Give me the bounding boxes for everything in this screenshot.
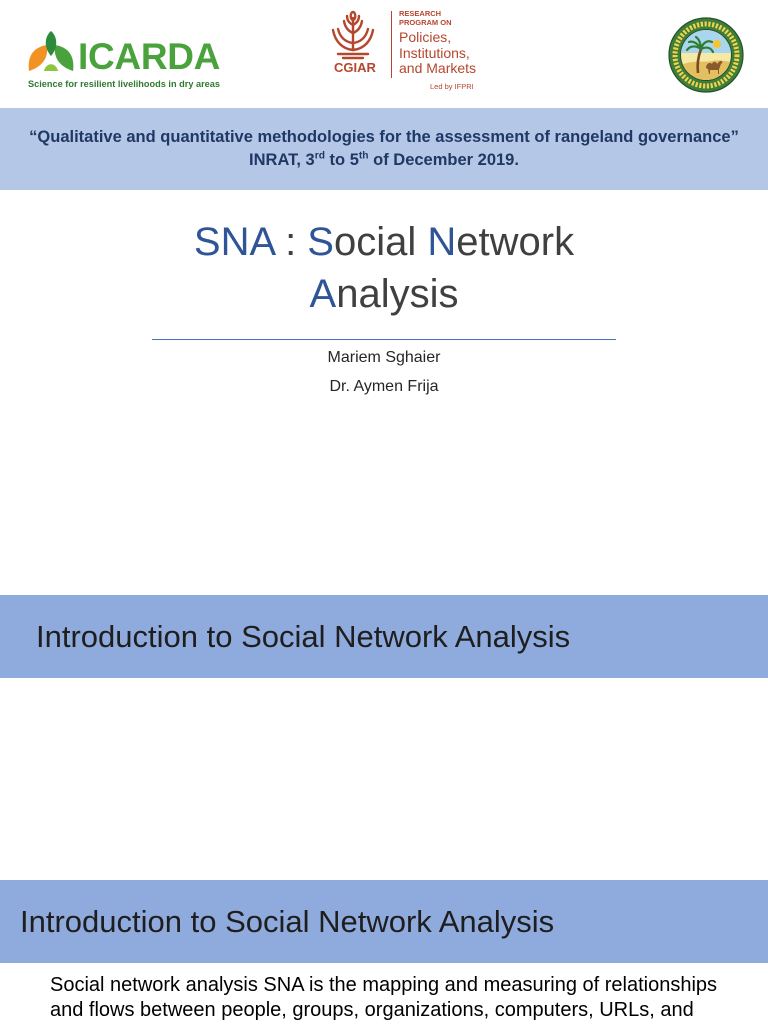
- led-by-ifpri: Led by IFPRI: [430, 82, 474, 91]
- title-line: [0, 268, 768, 320]
- title-segment: N: [427, 220, 457, 264]
- title-line: [0, 216, 768, 268]
- date-part: INRAT, 3: [249, 150, 315, 169]
- seal-sun: [713, 40, 721, 48]
- wheat-strokes: [333, 12, 373, 58]
- logo-header: [0, 0, 768, 108]
- icarda-wordmark: ICARDA: [78, 36, 221, 77]
- program-name-line: Policies,: [399, 29, 452, 45]
- sprout-leaf: [46, 31, 57, 56]
- date-part: to 5: [324, 150, 359, 169]
- title-segment: etwork: [456, 220, 575, 264]
- leaf-base: [44, 64, 58, 71]
- program-label-line: PROGRAM ON: [399, 17, 452, 27]
- date-suffix: th: [358, 150, 369, 161]
- body-line: and flows between people, groups, organizations, computers, URLs, and: [50, 999, 694, 1021]
- date-suffix: rd: [314, 150, 325, 161]
- title-segment: A: [309, 272, 337, 316]
- icarda-tagline: Science for resilient livelihoods in dry areas: [28, 79, 220, 89]
- section-heading: Introduction to Social Network Analysis: [36, 619, 571, 654]
- program-label-line: RESEARCH: [399, 9, 442, 18]
- title-segment: nalysis: [336, 272, 459, 316]
- author-name: Mariem Sghaier: [327, 348, 441, 366]
- cgiar-wordmark: CGIAR: [334, 60, 376, 75]
- workshop-date-line: [0, 149, 768, 172]
- body-line: Social network analysis SNA is the mapping and measuring of relationships: [50, 974, 718, 996]
- orange-leaf: [29, 45, 48, 71]
- program-name-line: and Markets: [399, 60, 477, 76]
- author-list: [0, 343, 768, 401]
- cgiar-wheat-icon: [330, 10, 376, 60]
- section-header-band: [0, 595, 768, 678]
- date-part: of December 2019.: [368, 150, 519, 169]
- program-name-line: Institutions,: [399, 44, 470, 61]
- title-segment: SNA: [193, 220, 274, 264]
- slide-title: [0, 216, 768, 320]
- title-divider: [152, 339, 616, 340]
- content-body: [50, 973, 717, 1023]
- author-name: Dr. Aymen Frija: [329, 377, 439, 395]
- content-header-band: [0, 880, 768, 963]
- workshop-banner: [0, 108, 768, 190]
- cgiar-divider: [391, 11, 392, 78]
- title-segment: :: [273, 220, 308, 264]
- palm-camel-seal-icon: [668, 17, 744, 93]
- content-heading: Introduction to Social Network Analysis: [20, 904, 555, 939]
- title-segment: ocial: [333, 220, 428, 264]
- title-segment: S: [307, 220, 334, 264]
- green-leaf: [55, 45, 74, 71]
- workshop-title: “Qualitative and quantitative methodologies for the assessment of rangeland governance”: [29, 127, 739, 146]
- icarda-leaf-icon: [27, 29, 75, 73]
